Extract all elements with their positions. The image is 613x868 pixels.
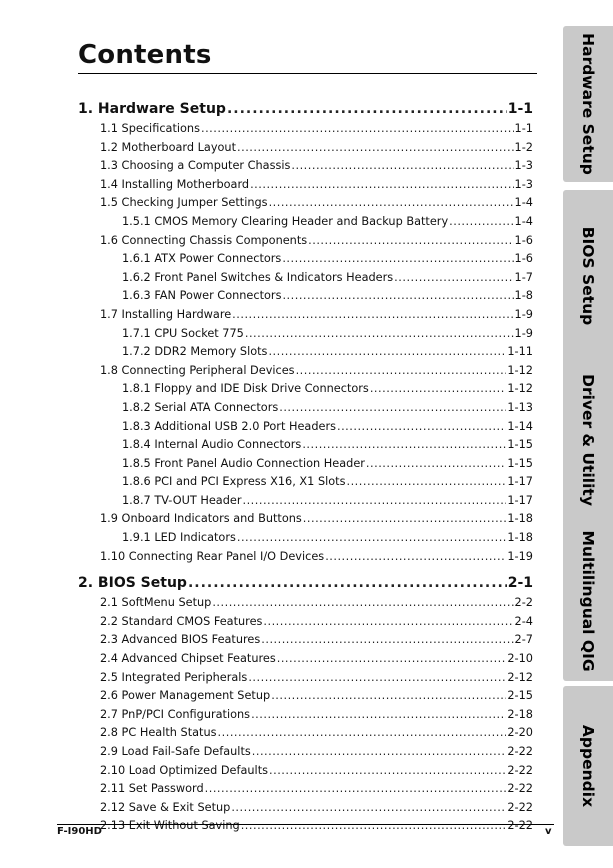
toc-entry-title: 1.8.1 Floppy and IDE Disk Drive Connectors	[122, 382, 369, 396]
dot-leader	[394, 269, 513, 288]
toc-entry[interactable]	[78, 362, 533, 381]
toc-entry-page: 1-7	[514, 270, 533, 284]
dot-leader	[303, 510, 507, 529]
dot-leader	[227, 98, 507, 120]
dot-leader	[449, 213, 513, 232]
dot-leader	[237, 529, 506, 548]
toc-entry-page: 2-7	[514, 633, 533, 647]
tab-bios-setup[interactable]	[563, 190, 613, 361]
toc-entry-page: 2-18	[507, 707, 533, 721]
toc-entry-title: 2.1 SoftMenu Setup	[100, 596, 212, 610]
dot-leader	[251, 706, 506, 725]
toc-entry-title: 1.5.1 CMOS Memory Clearing Header and Backup Battery	[122, 214, 449, 228]
dot-leader	[269, 762, 506, 781]
dot-leader	[232, 306, 513, 325]
dot-leader	[282, 287, 513, 306]
toc-entry[interactable]	[78, 287, 533, 306]
dot-leader	[279, 399, 506, 418]
dot-leader	[201, 120, 514, 139]
toc-entry-title: 1.6.2 Front Panel Switches & Indicators Headers	[122, 270, 394, 284]
toc-entry-page: 2-22	[507, 782, 533, 796]
toc-entry-page: 1-4	[514, 196, 533, 210]
toc-entry-title: 1.9.1 LED Indicators	[122, 531, 236, 545]
toc-entry-title: 1.7.1 CPU Socket 775	[122, 326, 244, 340]
toc-entry[interactable]	[78, 176, 533, 195]
toc-entry[interactable]	[78, 436, 533, 455]
toc-entry-title: 2.11 Set Password	[100, 782, 204, 796]
toc-chapter-entry[interactable]	[78, 572, 533, 594]
toc-entry-title: 1.7 Installing Hardware	[100, 307, 232, 321]
toc-entry-page: 1-8	[514, 289, 533, 303]
toc-entry-page: 1-9	[514, 307, 533, 321]
toc-entry-title: 1.8.6 PCI and PCI Express X16, X1 Slots	[122, 475, 346, 489]
toc-entry-page: 2-15	[507, 689, 533, 703]
toc-entry[interactable]	[78, 650, 533, 669]
toc-entry[interactable]	[78, 213, 533, 232]
dot-leader	[218, 724, 507, 743]
dot-leader	[237, 139, 514, 158]
toc-entry-title: 2.3 Advanced BIOS Features	[100, 633, 261, 647]
toc-entry-page: 1-13	[507, 400, 533, 414]
footer-page-number: v	[545, 826, 552, 837]
toc-entry-page: 2-22	[507, 800, 533, 814]
dot-leader	[263, 613, 513, 632]
tab-multilingual-qig[interactable]	[563, 520, 613, 681]
toc-entry[interactable]	[78, 343, 533, 362]
toc-entry[interactable]	[78, 473, 533, 492]
page-title: Contents	[78, 40, 212, 70]
title-divider	[78, 73, 537, 74]
dot-leader	[205, 780, 507, 799]
toc-entry-page: 2-20	[507, 726, 533, 740]
toc-entry-page: 1-1	[507, 101, 533, 117]
toc-entry[interactable]	[78, 780, 533, 799]
toc-entry[interactable]	[78, 455, 533, 474]
toc-entry-title: 2.5 Integrated Peripherals	[100, 670, 248, 684]
dot-leader	[277, 650, 507, 669]
toc-entry-page: 2-10	[507, 652, 533, 666]
toc-entry[interactable]	[78, 510, 533, 529]
tab-label: Appendix	[579, 724, 597, 808]
dot-leader	[308, 232, 513, 251]
toc-entry[interactable]	[78, 380, 533, 399]
toc-entry[interactable]	[78, 306, 533, 325]
toc-entry-title: 1.4 Installing Motherboard	[100, 177, 250, 191]
toc-entry-page: 1-6	[514, 233, 533, 247]
toc-entry[interactable]	[78, 669, 533, 688]
toc-entry-title: 1. Hardware Setup	[78, 101, 226, 117]
toc-entry[interactable]	[78, 743, 533, 762]
toc-entry-title: 1.9 Onboard Indicators and Buttons	[100, 512, 302, 526]
toc-entry-title: 2. BIOS Setup	[78, 575, 187, 592]
toc-entry-title: 2.9 Load Fail-Safe Defaults	[100, 745, 251, 758]
dot-leader	[269, 194, 514, 213]
toc-entry[interactable]	[78, 762, 533, 781]
toc-entry[interactable]	[78, 817, 533, 836]
tab-driver-utility[interactable]	[563, 355, 613, 525]
toc-entry-page: 2-22	[507, 745, 533, 758]
dot-leader	[212, 594, 513, 613]
toc-entry[interactable]	[78, 706, 533, 725]
tab-label: Multilingual QIG	[579, 529, 597, 672]
tab-appendix[interactable]	[563, 686, 613, 846]
table-of-contents	[78, 98, 533, 836]
toc-entry-title: 1.8.4 Internal Audio Connectors	[122, 438, 302, 452]
toc-entry-page: 1-18	[507, 531, 533, 545]
toc-entry-title: 1.8.3 Additional USB 2.0 Port Headers	[122, 419, 336, 433]
toc-entry[interactable]	[78, 194, 533, 213]
toc-entry-title: 1.1 Specifications	[100, 122, 200, 135]
tab-label: BIOS Setup	[579, 226, 597, 325]
toc-chapter-entry[interactable]	[78, 98, 533, 120]
toc-entry-page: 2-1	[507, 575, 533, 592]
toc-entry[interactable]	[78, 269, 533, 288]
dot-leader	[346, 473, 506, 492]
dot-leader	[250, 176, 513, 195]
toc-entry[interactable]	[78, 724, 533, 743]
toc-entry-page: 1-14	[507, 419, 533, 433]
toc-entry[interactable]	[78, 492, 533, 511]
toc-entry-title: 2.12 Save & Exit Setup	[100, 800, 231, 814]
toc-entry[interactable]	[78, 687, 533, 706]
toc-entry[interactable]	[78, 120, 533, 139]
toc-entry-page: 1-19	[507, 549, 533, 563]
toc-entry[interactable]	[78, 548, 533, 567]
toc-entry-page: 1-9	[514, 326, 533, 340]
toc-entry-page: 1-2	[514, 140, 533, 154]
dot-leader	[291, 157, 513, 176]
toc-entry-title: 1.8.7 TV-OUT Header	[122, 493, 242, 507]
toc-entry-page: 2-12	[507, 670, 533, 684]
toc-entry-title: 1.8 Connecting Peripheral Devices	[100, 363, 295, 377]
dot-leader	[268, 343, 506, 362]
toc-entry-title: 1.5 Checking Jumper Settings	[100, 196, 268, 210]
dot-leader	[248, 669, 506, 688]
dot-leader	[366, 455, 506, 474]
dot-leader	[302, 436, 506, 455]
toc-entry[interactable]	[78, 325, 533, 344]
toc-entry-title: 1.6.1 ATX Power Connectors	[122, 252, 282, 266]
toc-entry-title: 2.7 PnP/PCI Configurations	[100, 707, 251, 721]
toc-entry-page: 2-4	[514, 614, 533, 628]
toc-entry-page: 1-12	[507, 363, 533, 377]
dot-leader	[325, 548, 506, 567]
toc-entry-title: 1.10 Connecting Rear Panel I/O Devices	[100, 549, 325, 563]
toc-entry-title: 1.6 Connecting Chassis Components	[100, 233, 308, 247]
tab-label: Hardware Setup	[579, 33, 597, 175]
dot-leader	[370, 380, 507, 399]
toc-entry-page: 1-17	[507, 475, 533, 489]
toc-entry-page: 2-2	[514, 596, 533, 610]
toc-entry[interactable]	[78, 631, 533, 650]
toc-entry-title: 1.8.2 Serial ATA Connectors	[122, 400, 279, 414]
toc-entry-page: 1-4	[514, 214, 533, 228]
toc-entry-page: 2-22	[507, 763, 533, 777]
dot-leader	[241, 817, 507, 836]
toc-entry-title: 1.3 Choosing a Computer Chassis	[100, 159, 291, 173]
dot-leader	[245, 325, 514, 344]
toc-entry-page: 1-12	[507, 382, 533, 396]
toc-entry-page: 1-15	[507, 438, 533, 452]
toc-entry[interactable]	[78, 594, 533, 613]
dot-leader	[282, 250, 513, 269]
tab-label: Driver & Utility	[579, 374, 597, 506]
dot-leader	[271, 687, 506, 706]
toc-entry-title: 2.10 Load Optimized Defaults	[100, 763, 269, 777]
toc-entry[interactable]	[78, 139, 533, 158]
tab-hardware-setup[interactable]	[563, 26, 613, 182]
toc-entry[interactable]	[78, 157, 533, 176]
dot-leader	[188, 572, 507, 594]
toc-entry-page: 1-11	[507, 345, 533, 359]
toc-entry-page: 1-3	[514, 159, 533, 173]
dot-leader	[337, 418, 506, 437]
toc-entry[interactable]	[78, 399, 533, 418]
toc-entry-page: 1-17	[507, 493, 533, 507]
toc-entry[interactable]	[78, 250, 533, 269]
footer-model: F-I90HD	[57, 826, 102, 837]
toc-entry-page: 1-18	[507, 512, 533, 526]
toc-entry[interactable]	[78, 232, 533, 251]
toc-entry-title: 1.8.5 Front Panel Audio Connection Header	[122, 456, 365, 470]
toc-entry-page: 1-3	[514, 177, 533, 191]
toc-entry-title: 1.2 Motherboard Layout	[100, 140, 237, 154]
toc-entry-title: 2.4 Advanced Chipset Features	[100, 652, 276, 666]
toc-entry-page: 2-22	[507, 819, 533, 833]
dot-leader	[242, 492, 506, 511]
dot-leader	[261, 631, 513, 650]
toc-entry[interactable]	[78, 799, 533, 818]
toc-entry-page: 1-6	[514, 252, 533, 266]
toc-entry[interactable]	[78, 613, 533, 632]
toc-entry[interactable]	[78, 529, 533, 548]
toc-entry-title: 2.6 Power Management Setup	[100, 689, 271, 703]
footer-divider	[57, 824, 554, 825]
dot-leader	[231, 799, 506, 818]
dot-leader	[296, 362, 507, 381]
toc-entry-title: 2.8 PC Health Status	[100, 726, 217, 740]
toc-entry-title: 2.2 Standard CMOS Features	[100, 614, 263, 628]
toc-entry-title: 1.7.2 DDR2 Memory Slots	[122, 345, 268, 359]
toc-entry[interactable]	[78, 418, 533, 437]
dot-leader	[252, 743, 507, 762]
toc-entry-title: 2.13 Exit Without Saving	[100, 819, 240, 833]
toc-entry-page: 1-15	[507, 456, 533, 470]
toc-entry-title: 1.6.3 FAN Power Connectors	[122, 289, 282, 303]
toc-entry-page: 1-1	[514, 122, 533, 135]
